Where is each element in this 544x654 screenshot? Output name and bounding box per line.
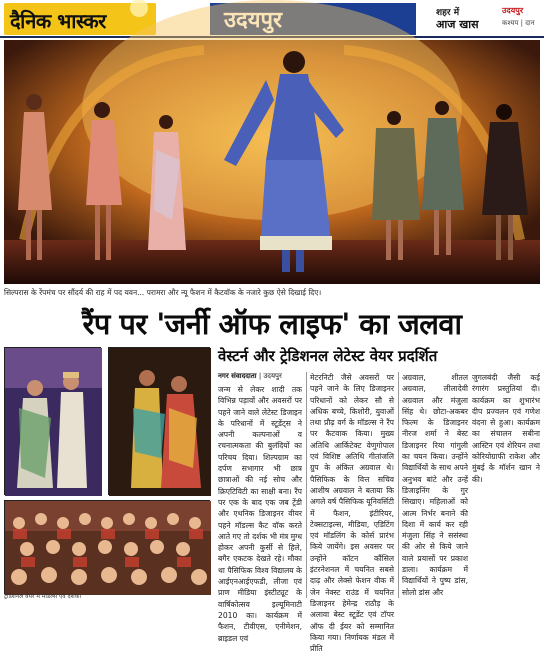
- supplement-header: [422, 3, 540, 35]
- dateline: कश्यप | दान: [502, 19, 535, 27]
- article-column-2: मेटरनिटी जैसे अवसरों पर पहने जाने के लिए डिजाइनर परिधानों को लेकर सौ से अधिक बच्चे, किशोरी, युवाओं तथा प्रौढ़ वर्ग के मॉडल्स ने रैंप पर कैटवाक किया। मुख्य अतिथि आर्किटेक्ट वेणुगोपाल एवं विशिष्ट अतिथि गीतांजलि ग्रुप के अंकित अग्रवाल थे। पैसिफिक के वित्त सचिव आशीष अग्रवाल ने बताया कि अगले वर्ष पैसिफिक यूनिवर्सिटी में फैशन, इंटीरियर, टेक्सटाइल्स, मीडिया, एडिटिंग एवं मॉडलिंग के कोर्स प्रारंभ किये जायेंगे। इस अवसर पर उन्होंने कॉटन कौंसिल इंटरनेशनल में चयनित सबसे दाढ़ और लेक्से फेशन वीक में जेन नेक्स्ट राउंड में चयनित डिजाइनर हेमेन्द्र राठौड़ के अलावा बेस्ट स्टूडेंट एवं टॉपर ऑफ दी ईयर को सम्मानित किया गया। निर्णायक मंडल में प्रीति: [310, 373, 394, 654]
- couple-illustration: [5, 348, 102, 496]
- photo-traditional-pair: [108, 347, 210, 495]
- main-photo: [4, 40, 540, 284]
- photo-caption: सिल्परास के रेंपमंच पर सौंदर्य की राह में पद यवन... परामरा और न्यू फैशन में कैटवॉक के नजारे कुछ ऐसे दिखाई दिए।: [4, 288, 322, 297]
- newspaper-logo: [4, 3, 156, 35]
- photo-traditional-couple: [4, 347, 101, 495]
- column-divider: [306, 372, 307, 598]
- supplement-subtitle: आज खास: [436, 18, 479, 31]
- sun-icon: [130, 0, 148, 17]
- audience-illustration: [5, 501, 211, 595]
- subheadline: वेस्टर्न और ट्रेडिशनल लेटेस्ट वेयर प्रदर्शित: [218, 347, 438, 365]
- article-column-4: जुगलबंदी जैसी कई रंगारंग प्रस्तुतियां दी। कार्यक्रम का शुभारंभ दीप प्रज्वलन एवं गणेश वंदना से हुआ। कार्यक्रम का संचालन सबीना आस्टिन एवं शेरियन तथा कोरियोग्राफी राकेश और मुंबई के मॉर्शन खान ने की।: [472, 373, 540, 484]
- article-column-3: अग्रवाल, शीतल अग्रवाल, लीलादेवी अग्रवाल और मंजुला सिंह थे। छोटा-अकबर फिल्म के डिजाइनर नीरज शर्मा ने बेस्ट डिजाइनर रिया गांगुली का चयन किया। उन्होंने विद्यार्थियों के साथ अपने अनुभव बांटे और उन्हें डिजाइनिंग के गुर सिखाए। महिलाओं को आत्म निर्भर बनाने की दिशा में कार्य कर रही मंजुला सिंह ने ससंस्था की ओर से किये जाने वाले प्रयासों पर प्रकाश डाला। कार्यक्रम में विद्यार्थियों ने पुष्प डांस, सोलो डांस और: [402, 373, 468, 597]
- logo-text: दैनिक भास्कर: [10, 9, 106, 33]
- pair-illustration: [109, 348, 211, 496]
- dateline-city: उदयपुर: [502, 6, 524, 15]
- photo-caption-2: ट्रेडिशनल वेयर में मॉडल्स एवं दर्शक।: [4, 593, 82, 600]
- byline: [218, 372, 308, 384]
- photo-audience: [4, 500, 210, 594]
- headline: रैंप पर 'जर्नी ऑफ लाइफ' का जलवा: [82, 307, 462, 341]
- byline-suffix: | उदयपुर: [256, 372, 282, 380]
- city-name: उदयपुर: [224, 8, 282, 33]
- supplement-title: शहर में: [436, 8, 460, 18]
- runway-photo-illustration: [4, 40, 540, 284]
- column-divider: [398, 372, 399, 598]
- article-column-1: जन्म से लेकर शादी तक विभिन्न पड़ावों और अवसरों पर पहने जाने वाले लेटेस्ट डिजाइन के परिधानों में स्टूडेंट्स ने अपनी कल्पनाओं व रचनात्मकता की बुलंदियों का परिचय दिया। शिल्पग्राम का दर्पण सभागार भी छात्र छात्राओं की नई सोच और क्रिएटिविटी का साक्षी बना। रैंप पर एक के बाद एक जब ट्रेंडी और एथनिक डिजाइनर वीयर पहने मॉडल्स कैट वॉक करते आते गए तो दर्शक भी मंत्र मुग्ध होकर अपनी कुर्सी से हिले, बगैर एकटक देखते रहे। मौका था पैसिफिक विश्व विद्यालय के आईएनआईएफडी, लीजा एवं प्राण मीडिया इंस्टीट्यूट के वार्षिकोत्सव इल्यूमिनाटी 2010 का। कार्यक्रम में फैशन, टीवीएस, एनीमेशन, ब्राइडल एवं: [218, 385, 302, 643]
- byline-prefix: नगर संवाददाता: [218, 372, 257, 380]
